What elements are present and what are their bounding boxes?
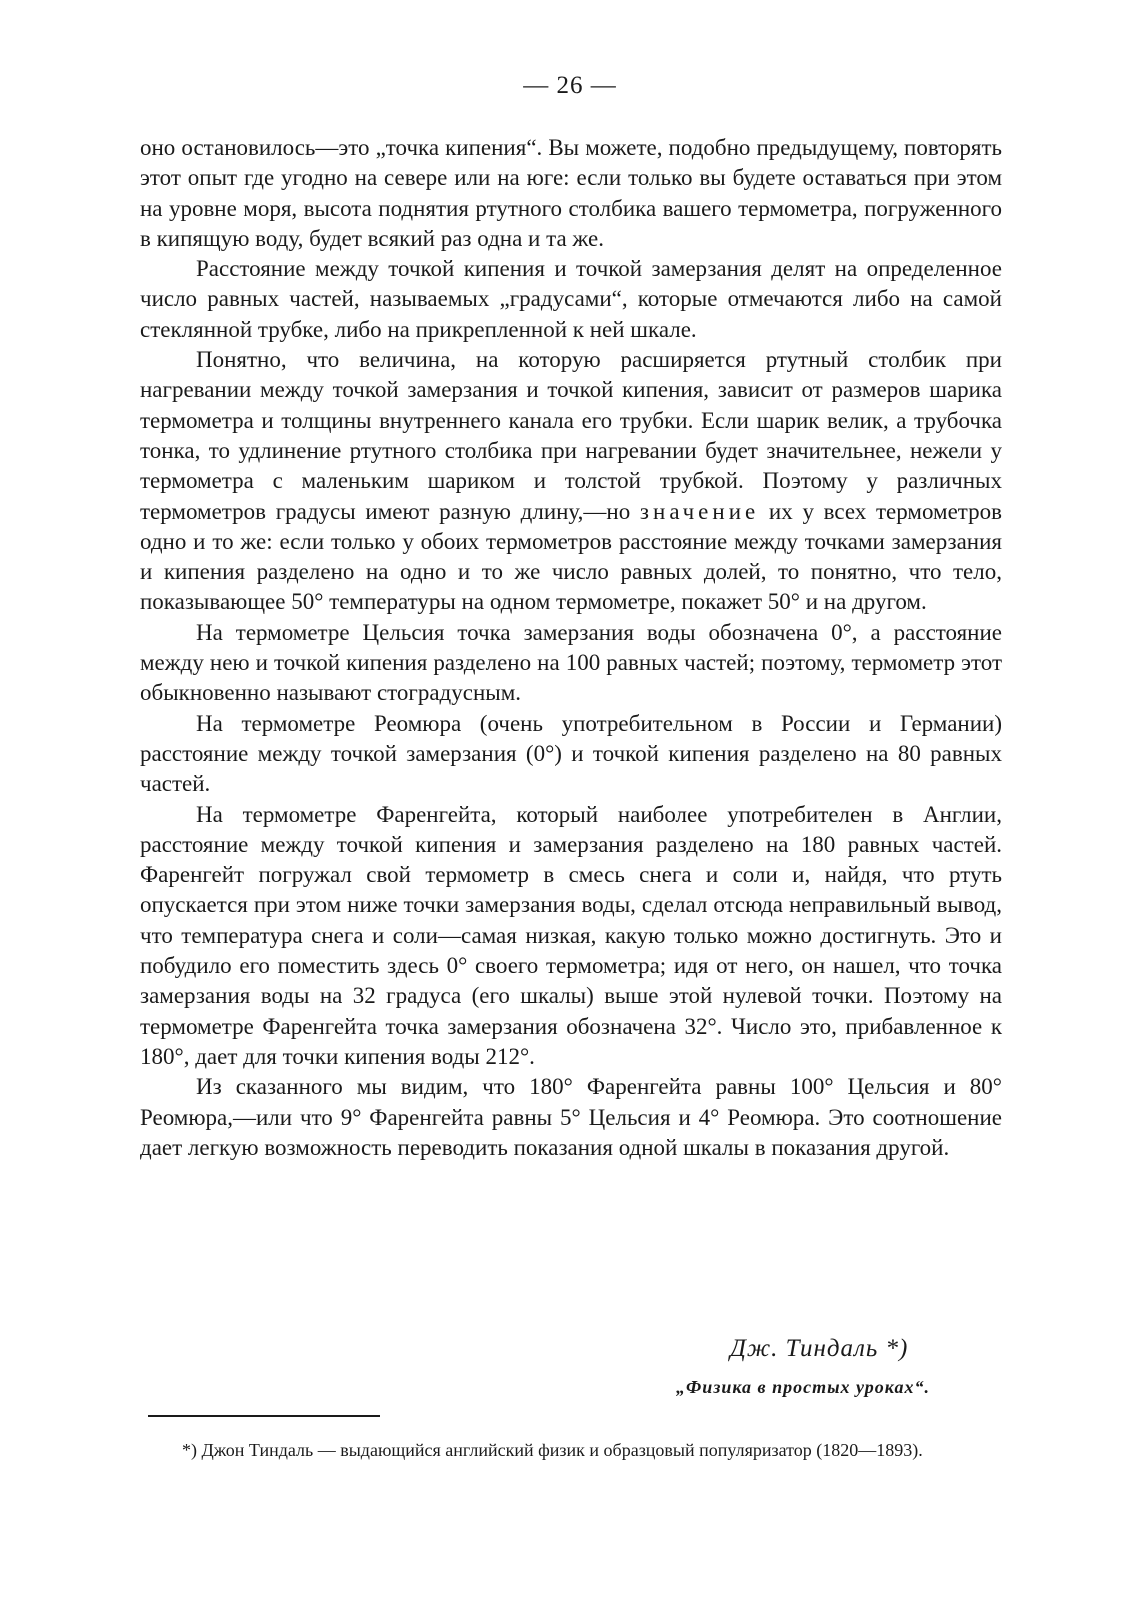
- paragraph-conversion: Из сказанного мы видим, что 180° Фаренгейта равны 100° Цельсия и 80° Реомюра,—или что 9° Фаренгейта равны 5° Цельсия и 4° Реомюра. Это соотношение дает легкую возможность переводить показания одной шкалы в показания другой.: [140, 1074, 1002, 1160]
- book-title: „Физика в простых уроках“.: [676, 1377, 930, 1397]
- paragraph-reaumur: На термометре Реомюра (очень употребительном в России и Германии) расстояние между точкой замерзания (0°) и точкой кипения разделено на 80 равных частей.: [140, 710, 1002, 797]
- paragraph-degree-length-part2: их у всех термометров одно и то же: если только у обоих термометров расстояние между точками замерзания и кипения разделено на одно и то же число равных долей, то понятно, что тело, показывающее 50° температуры на одном термометре, покажет 50° и на другом.: [140, 498, 1002, 615]
- footnote-divider: [148, 1415, 380, 1417]
- footnote-text: *) Джон Тиндаль — выдающийся английский физик и образцовый популяризатор (1820—1893).: [182, 1440, 923, 1460]
- paragraph-boiling-point: оно остановилось—это „точка кипения“. Вы можете, подобно предыдущему, повторять этот опыт где угодно на севере или на юге: если только вы будете оставаться при этом на уровне моря, высота поднятия ртутного столбика вашего термометра, погруженного в кипящую воду, будет всякий раз одна и та же.: [140, 135, 1002, 251]
- page-number: — 26 —: [523, 72, 617, 99]
- author-signature: Дж. Тиндаль *): [730, 1335, 909, 1362]
- paragraph-celsius: На термометре Цельсия точка замерзания воды обозначена 0°, а расстояние между нею и точкой кипения разделено на 100 равных частей; поэтому, термометр этот обыкновенно называют стоградусным.: [140, 619, 1002, 706]
- body-text: [140, 133, 1002, 1163]
- emphasized-word: значение: [639, 498, 760, 524]
- paragraph-degree-length: [140, 345, 1002, 618]
- paragraph-degree-length-part1: Понятно, что величина, на которую расширяется ртутный столбик при нагревании между точкой замерзания и точкой кипения, зависит от размеров шарика термометра и толщины внутреннего канала его трубки. Если шарик велик, а трубочка тонка, то удлинение ртутного столбика при нагревании будет значительнее, нежели у термометра с маленьким шариком и толстой трубкой. Поэтому у различных термометров градусы имеют разную длину,—но: [140, 347, 1002, 524]
- paragraph-fahrenheit: На термометре Фаренгейта, который наиболее употребителен в Англии, расстояние между точкой кипения и замерзания разделено на 180 равных частей. Фаренгейт погружал свой термометр в смесь снега и соли и, найдя, что ртуть опускается при этом ниже точки замерзания воды, сделал отсюда неправильный вывод, что температура снега и соли—самая низкая, какую только можно достигнуть. Это и побудило его поместить здесь 0° своего термометра; идя от него, он нашел, что точка замерзания воды на 32 градуса (его шкалы) выше этой нулевой точки. Поэтому на термометре Фаренгейта точка замерзания обозначена 32°. Число это, прибавленное к 180°, дает для точки кипения воды 212°.: [140, 801, 1002, 1069]
- footnote: [140, 1438, 1002, 1463]
- paragraph-degrees: Расстояние между точкой кипения и точкой замерзания делят на определенное число равных частей, называемых „градусами“, которые отмечаются либо на самой стеклянной трубке, либо на прикрепленной к ней шкале.: [140, 256, 1002, 342]
